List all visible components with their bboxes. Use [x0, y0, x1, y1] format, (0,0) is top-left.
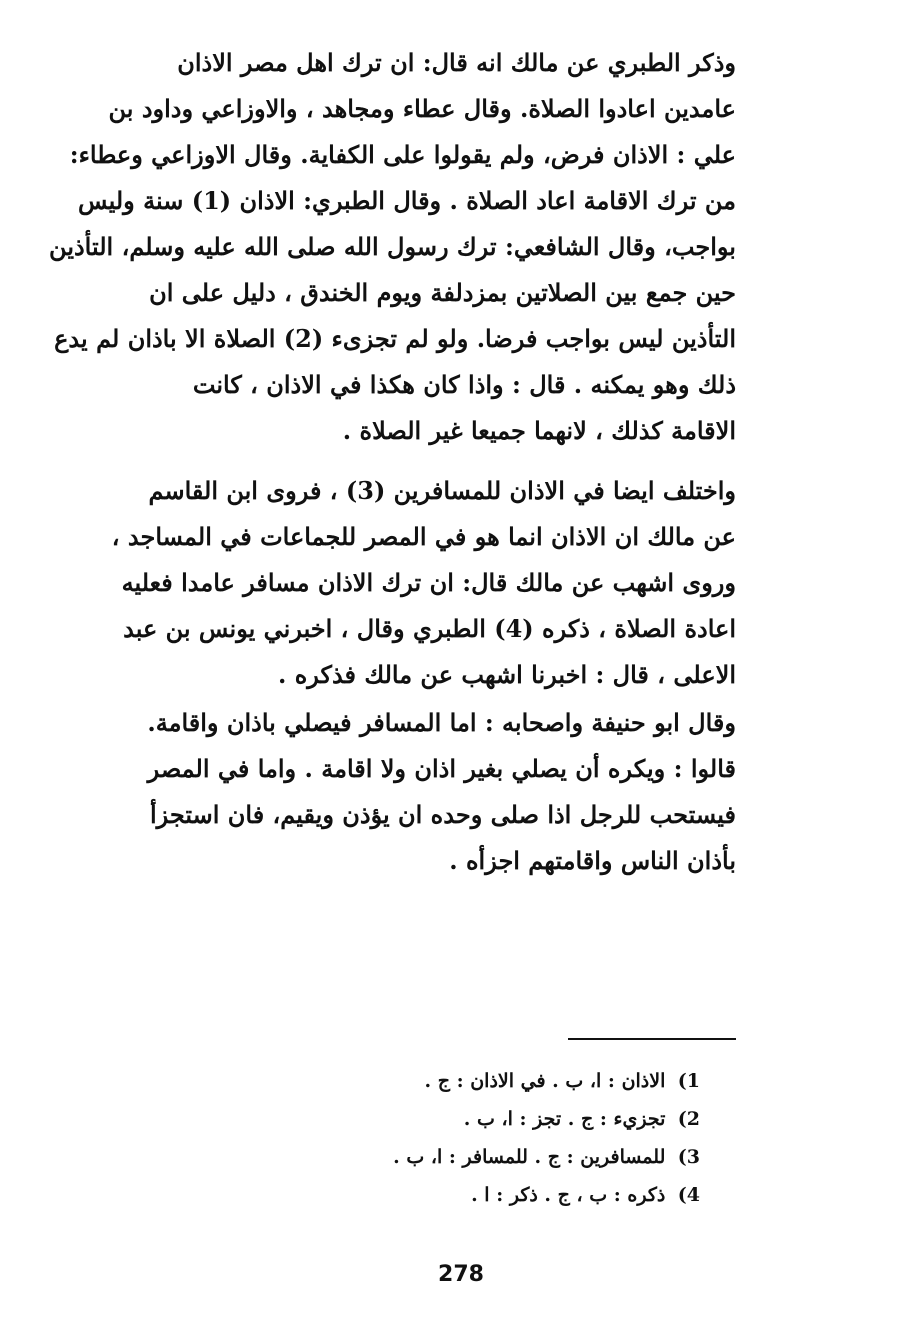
text-line: فيستحب للرجل اذا صلى وحده ان يؤذن ويقيم، فان استجزأ — [150, 800, 736, 829]
text-line: بواجب، وقال الشافعي: ترك رسول الله صلى الله عليه وسلم، التأذين — [49, 232, 736, 261]
footnote-2 — [320, 1100, 700, 1138]
text-line: بأذان الناس واقامتهم اجزأه . — [449, 846, 736, 875]
paragraph-3 — [84, 700, 736, 884]
footnote-number: 1) — [677, 1070, 700, 1092]
footnote-number: 3) — [677, 1146, 700, 1168]
text-line: حين جمع بين الصلاتين بمزدلفة ويوم الخندق ، دليل على ان — [149, 278, 736, 307]
paragraph-2 — [84, 468, 736, 698]
text-line: علي : الاذان فرض، ولم يقولوا على الكفاية. وقال الاوزاعي وعطاء: — [69, 140, 736, 169]
text-line: الاقامة كذلك ، لانهما جميعا غير الصلاة . — [342, 416, 736, 445]
text-line: واختلف ايضا في الاذان للمسافرين (3) ، فروى ابن القاسم — [148, 476, 736, 505]
footnotes — [320, 1062, 700, 1214]
paragraph-1 — [49, 40, 736, 454]
text-line: وذكر الطبري عن مالك انه قال: ان ترك اهل مصر الاذان — [177, 48, 736, 77]
footnote-text: ذكره : ب ، ج . ذكر : ا . — [471, 1184, 666, 1206]
footnote-number: 4) — [677, 1184, 700, 1206]
footnote-text: للمسافرين : ج . للمسافر : ا، ب . — [393, 1146, 666, 1168]
text-line: عامدين اعادوا الصلاة. وقال عطاء ومجاهد ، والاوزاعي وداود بن — [108, 94, 736, 123]
text-line: التأذين ليس بواجب فرضا. ولو لم تجزىء (2) الصلاة الا باذان لم يدع — [54, 324, 736, 353]
footnote-3 — [320, 1138, 700, 1176]
text-line: من ترك الاقامة اعاد الصلاة . وقال الطبري: الاذان (1) سنة وليس — [78, 186, 736, 215]
page-number: 278 — [438, 1262, 484, 1287]
text-line: قالوا : ويكره أن يصلي بغير اذان ولا اقامة . واما في المصر — [147, 754, 736, 783]
text-line: عن مالك ان الاذان انما هو في المصر للجماعات في المساجد ، — [111, 522, 736, 551]
footnote-1 — [320, 1062, 700, 1100]
text-line: اعادة الصلاة ، ذكره (4) الطبري وقال ، اخبرني يونس بن عبد — [123, 614, 736, 643]
footnote-separator — [568, 1038, 736, 1040]
footnote-number: 2) — [677, 1108, 700, 1130]
text-line: الاعلى ، قال : اخبرنا اشهب عن مالك فذكره . — [277, 660, 736, 689]
footnote-text: الاذان : ا، ب . في الاذان : ج . — [424, 1070, 666, 1092]
footnote-4 — [320, 1176, 700, 1214]
text-line: ذلك وهو يمكنه . قال : واذا كان هكذا في الاذان ، كانت — [192, 370, 736, 399]
text-line: وروى اشهب عن مالك قال: ان ترك الاذان مسافر عامدا فعليه — [121, 568, 736, 597]
footnote-text: تجزيء : ج . تجز : ا، ب . — [463, 1108, 666, 1130]
text-line: وقال ابو حنيفة واصحابه : اما المسافر فيصلي باذان واقامة. — [147, 708, 736, 737]
